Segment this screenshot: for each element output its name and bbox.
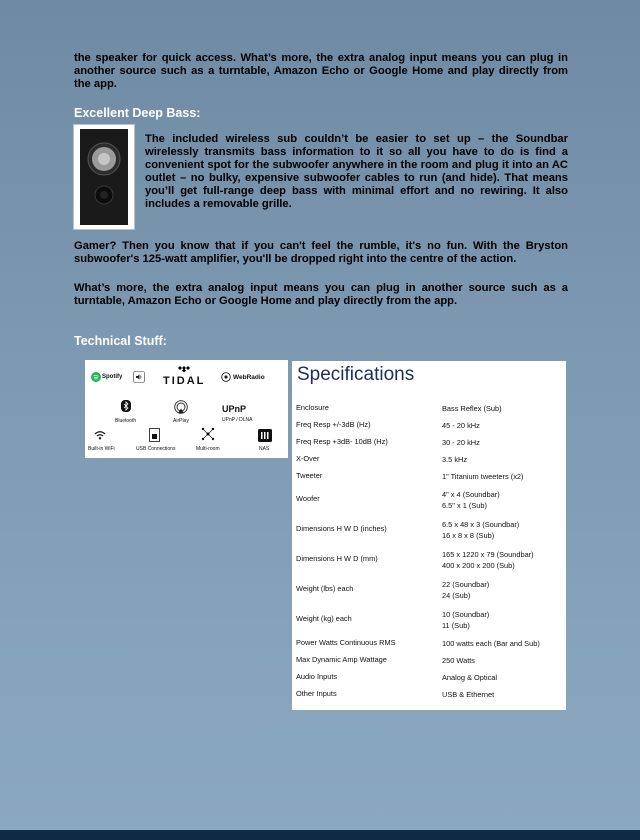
spec-label: Freq Resp +3dB- 10dB (Hz) [296, 437, 388, 446]
spec-label: Tweeter [296, 471, 323, 480]
spec-value: 3.5 kHz [442, 455, 468, 464]
spec-value: 11 (Sub) [442, 621, 470, 630]
spec-label: X-Over [296, 454, 320, 463]
analog-input-paragraph: What’s more, the extra analog input means you can plug in another source such as a turntable, Amazon Echo or Google Home and play directly from the app. [74, 282, 568, 307]
spec-value: 1" Titanium tweeters (x2) [442, 472, 524, 481]
airplay-label: AirPlay [173, 418, 189, 424]
spec-label: Weight (kg) each [296, 614, 352, 623]
spec-label: Dimensions H W D (inches) [296, 524, 387, 533]
wifi-icon [94, 430, 106, 440]
speaker-icon [133, 371, 145, 383]
subwoofer-image [74, 125, 134, 229]
bass-paragraph: The included wireless sub couldn’t be easier to set up – the Soundbar wirelessly transmits bass information to it so all you have to do is find a convenient spot for the subwoofer anywhere in the room and plug it into an AC outlet – no bulky, expensive subwoofer cables to run (and hide). That means you’ll get full-range deep bass with minimal effort and no rewiring. It also includes a removable grille. [145, 133, 568, 210]
spec-value: 4" x 4 (Soundbar) [442, 490, 500, 499]
spec-value: Bass Reflex (Sub) [442, 404, 502, 413]
spec-value: 24 (Sub) [442, 591, 471, 600]
spec-label: Power Watts Continuous RMS [296, 638, 396, 647]
multiroom-label: Multi-room [196, 446, 220, 452]
spec-label: Other Inputs [296, 689, 337, 698]
upnp-label: UPnP / DLNA [222, 417, 253, 423]
tidal-label: TIDAL [163, 375, 206, 387]
spec-value: 100 watts each (Bar and Sub) [442, 639, 540, 648]
spec-value: USB & Ethernet [442, 690, 495, 699]
usb-icon [149, 428, 160, 442]
multiroom-icon [200, 426, 216, 442]
spec-value: 30 - 20 kHz [442, 438, 480, 447]
bottom-bar [0, 830, 640, 840]
spec-value: Analog & Optical [442, 673, 498, 682]
usb-label: USB Connections [136, 446, 176, 452]
spec-value: 45 - 20 kHz [442, 421, 480, 430]
bluetooth-icon [121, 400, 131, 412]
spec-label: Weight (lbs) each [296, 584, 354, 593]
spec-value: 250 Watts [442, 656, 475, 665]
spec-label: Audio Inputs [296, 672, 338, 681]
spec-value: 16 x 8 x 8 (Sub) [442, 531, 495, 540]
tidal-icon [177, 365, 191, 373]
spec-value: 400 x 200 x 200 (Sub) [442, 561, 515, 570]
features-panel [85, 360, 288, 458]
spotify-label: Spotify [102, 374, 123, 380]
spec-value: 6.5" x 1 (Sub) [442, 501, 487, 510]
spec-label: Enclosure [296, 403, 329, 412]
spec-label: Freq Resp +/-3dB (Hz) [296, 420, 371, 429]
intro-paragraph: the speaker for quick access. What’s more, the extra analog input means you can plug in another source such as a turntable, Amazon Echo or Google Home and play directly from the app. [74, 52, 568, 90]
webradio-icon [221, 372, 231, 382]
specifications-table [292, 361, 566, 710]
spec-value: 10 (Soundbar) [442, 610, 490, 619]
airplay-icon [174, 400, 188, 414]
spec-label: Max Dynamic Amp Wattage [296, 655, 387, 664]
spec-label: Woofer [296, 494, 320, 503]
bluetooth-label: Bluetooth [115, 418, 137, 424]
technical-heading: Technical Stuff: [74, 334, 167, 348]
spotify-icon [91, 372, 101, 382]
spec-value: 6.5 x 48 x 3 (Soundbar) [442, 520, 520, 529]
webradio-label: WebRadio [233, 374, 265, 381]
spec-value: 165 x 1220 x 79 (Soundbar) [442, 550, 534, 559]
specifications-title: Specifications [297, 364, 415, 385]
bass-heading: Excellent Deep Bass: [74, 106, 201, 120]
spec-label: Dimensions H W D (mm) [296, 554, 378, 563]
upnp-logo: UPnP [222, 404, 247, 414]
gamer-paragraph: Gamer? Then you know that if you can't feel the rumble, it's no fun. With the Bryston subwoofer's 125-watt amplifier, you'll be dropped right into the centre of the action. [74, 240, 568, 265]
nas-icon [258, 429, 272, 442]
spec-value: 22 (Soundbar) [442, 580, 490, 589]
wifi-label: Built-in WiFi [88, 446, 115, 452]
nas-label: NAS [259, 446, 270, 452]
